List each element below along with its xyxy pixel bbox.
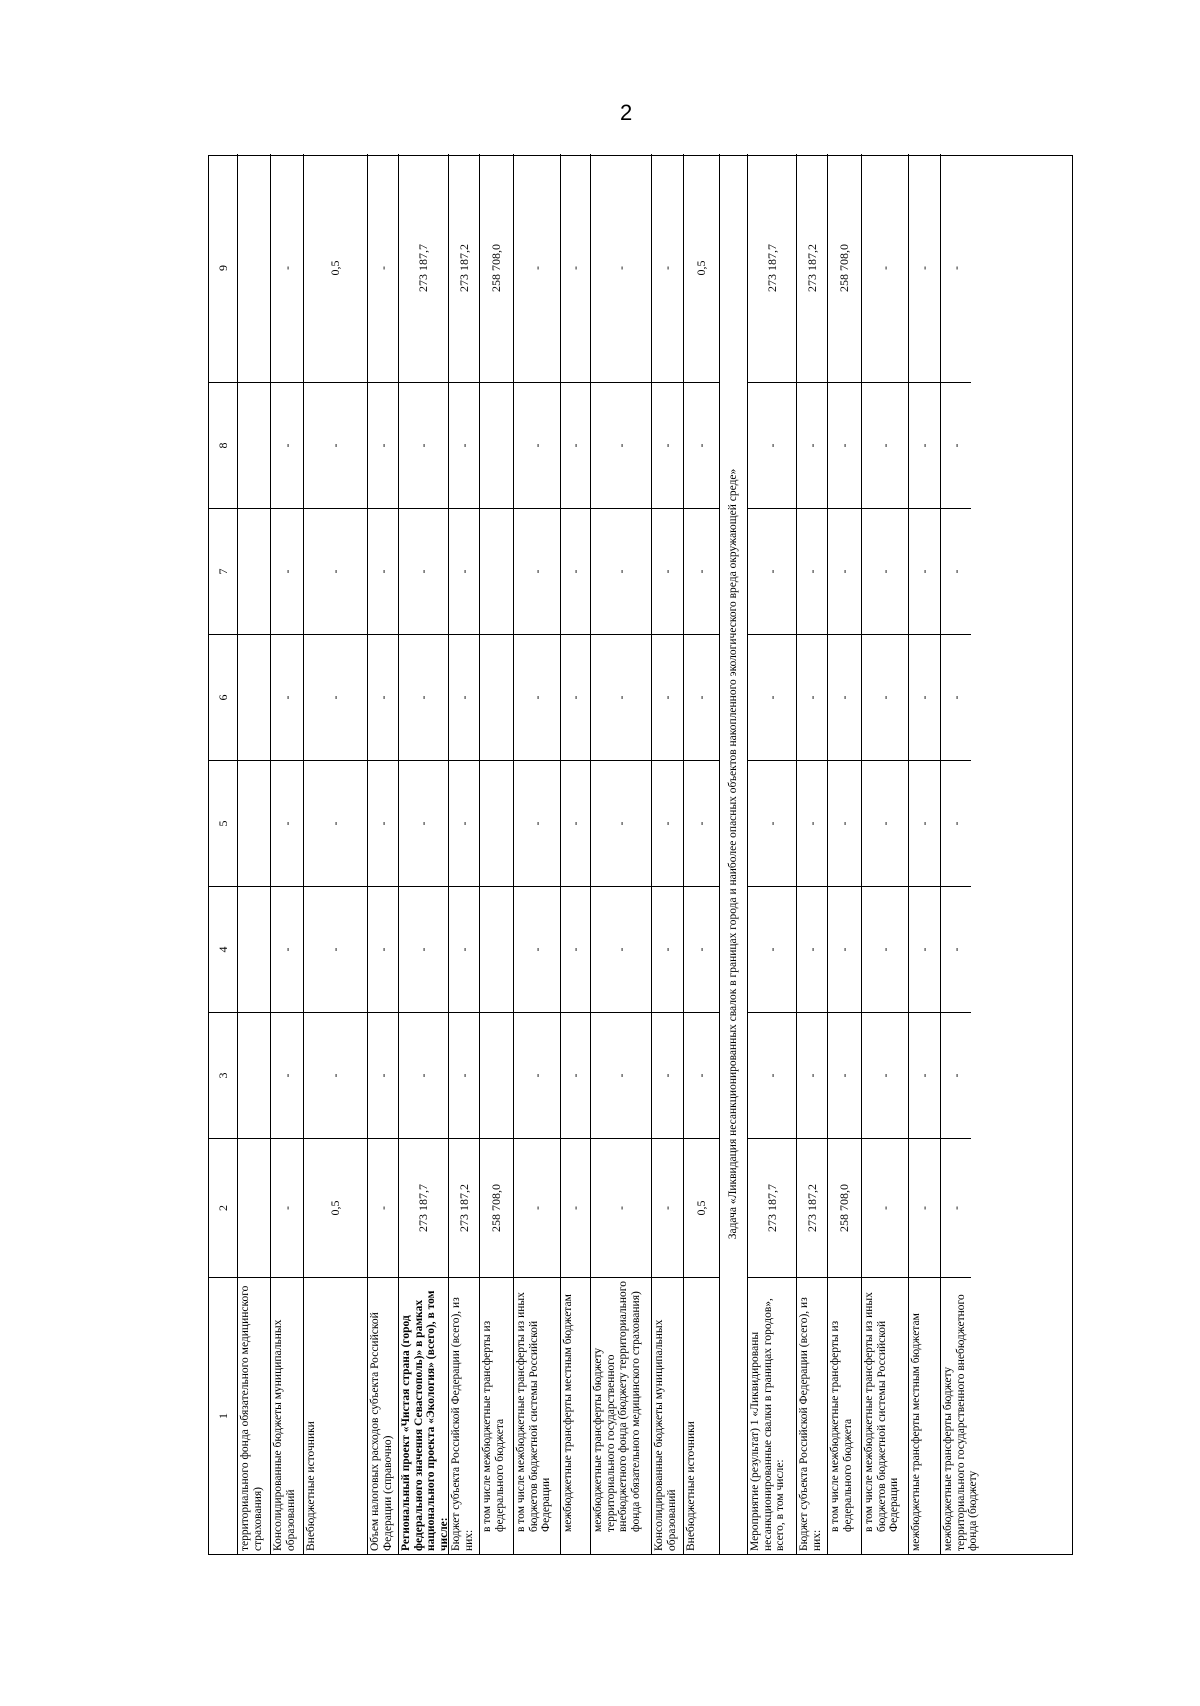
value-cell [238, 760, 270, 886]
value-cell: - [828, 886, 861, 1012]
value-cell: - [941, 886, 971, 1012]
value-cell: - [828, 1012, 861, 1138]
value-cell: - [797, 886, 827, 1012]
value-cell: - [304, 760, 367, 886]
table-row [480, 154, 514, 1554]
value-cell: 0,5 [694, 260, 708, 276]
value-cell: - [591, 382, 651, 508]
row-label: межбюджетные трансферты местным бюджетам [909, 1277, 940, 1554]
value-cell: - [591, 1012, 651, 1138]
value-cell: - [514, 382, 560, 508]
value-cell: 273 187,2 [449, 1138, 479, 1277]
value-cell [480, 760, 513, 886]
table-row [514, 154, 561, 1554]
value-cell: - [271, 1138, 303, 1277]
row-label: в том числе межбюджетные трансферты из федерального бюджета [828, 1277, 861, 1554]
value-cell: - [449, 508, 479, 634]
value-cell: - [271, 760, 303, 886]
value-cell: - [368, 886, 398, 1012]
value-cell: - [941, 1138, 971, 1277]
table-row [748, 154, 797, 1554]
value-cell: - [652, 1012, 683, 1138]
value-cell: - [399, 760, 448, 886]
value-cell: - [568, 266, 582, 270]
value-cell: - [909, 1138, 940, 1277]
value-cell: - [748, 508, 796, 634]
value-cell: - [828, 382, 861, 508]
value-cell: - [304, 634, 367, 760]
row-label: Консолидированные бюджеты муниципальных образований [271, 1277, 303, 1554]
value-cell: 273 187,7 [416, 244, 430, 292]
column-number-header: 8 [209, 382, 237, 508]
row-label: Объем налоговых расходов субъекта Российской Федерации (справочно) [368, 1277, 398, 1554]
value-cell: 273 187,7 [399, 1138, 448, 1277]
value-cell [480, 634, 513, 760]
row-label: Бюджет субъекта Российской Федерации (всего), из них: [449, 1277, 479, 1554]
value-cell: - [828, 634, 861, 760]
row-label: Консолидированные бюджеты муниципальных образований [652, 1277, 683, 1554]
value-cell: - [591, 634, 651, 760]
value-cell: 0,5 [304, 1138, 367, 1277]
value-cell [238, 382, 270, 508]
value-cell: - [368, 508, 398, 634]
row-label: в том числе межбюджетные трансферты из иных бюджетов бюджетной системы Российской Федерации [514, 1277, 560, 1554]
value-cell [480, 1012, 513, 1138]
row-label: межбюджетные трансферты местным бюджетам [561, 1277, 590, 1554]
row-label: межбюджетные трансферты бюджету территориального государственного внебюджетного фонда (бюджету территориального фонда обязательного медицинского страхования) [591, 1277, 651, 1554]
value-cell: - [877, 266, 892, 270]
task-row [720, 154, 748, 1554]
table-row [652, 154, 684, 1554]
value-cell [480, 508, 513, 634]
column-number-header: 3 [209, 1012, 237, 1138]
value-cell: - [797, 1012, 827, 1138]
value-cell: 0,5 [684, 1138, 719, 1277]
value-cell: - [449, 382, 479, 508]
value-cell: - [684, 760, 719, 886]
table-header-row [209, 154, 238, 1554]
table-row [368, 154, 399, 1554]
value-cell: - [941, 634, 971, 760]
value-cell [238, 154, 270, 382]
table-row [591, 154, 652, 1554]
value-cell: - [449, 760, 479, 886]
value-cell: - [399, 886, 448, 1012]
value-cell: - [797, 760, 827, 886]
value-cell: 273 187,2 [804, 244, 819, 292]
value-cell: - [748, 382, 796, 508]
value-cell: - [561, 508, 590, 634]
value-cell: - [652, 382, 683, 508]
value-cell: - [909, 886, 940, 1012]
value-cell: - [271, 1012, 303, 1138]
value-cell: - [304, 382, 367, 508]
table-row [684, 154, 720, 1554]
value-cell: - [271, 634, 303, 760]
column-number-header: 6 [209, 634, 237, 760]
row-label: в том числе межбюджетные трансферты из иных бюджетов бюджетной системы Российской Федерации [862, 1277, 908, 1554]
value-cell: - [399, 382, 448, 508]
value-cell: - [399, 508, 448, 634]
value-cell: - [748, 1012, 796, 1138]
value-cell: - [652, 760, 683, 886]
value-cell: - [684, 1012, 719, 1138]
value-cell: - [591, 760, 651, 886]
task-title: Задача «Ликвидация несанкционированных свалок в границах города и наиболее опасных объектов накопленного экологического вреда окружающей среде» [727, 468, 739, 1240]
value-cell: - [909, 634, 940, 760]
value-cell: - [909, 760, 940, 886]
row-label: территориального фонда обязательного медицинского страхования) [238, 1277, 270, 1554]
value-cell: - [684, 886, 719, 1012]
value-cell [238, 886, 270, 1012]
value-cell: - [514, 634, 560, 760]
table-row [238, 154, 271, 1554]
row-label: Внебюджетные источники [304, 1277, 367, 1554]
value-cell: - [368, 382, 398, 508]
value-cell: - [368, 1138, 398, 1277]
value-cell: - [797, 634, 827, 760]
value-cell: - [514, 886, 560, 1012]
table-row [271, 154, 304, 1554]
table-row [561, 154, 591, 1554]
table-row [909, 154, 941, 1554]
value-cell: 273 187,2 [456, 244, 471, 292]
page-number: 2 [620, 100, 633, 125]
column-number-header: 4 [209, 886, 237, 1012]
value-cell: - [449, 886, 479, 1012]
column-number-header: 5 [209, 760, 237, 886]
value-cell: - [909, 382, 940, 508]
column-number-header: 7 [209, 508, 237, 634]
column-number-header: 2 [209, 1138, 237, 1277]
value-cell: - [862, 886, 908, 1012]
value-cell: - [941, 508, 971, 634]
value-cell: - [271, 508, 303, 634]
value-cell: - [660, 266, 674, 270]
table-row [828, 154, 862, 1554]
value-cell: - [561, 634, 590, 760]
value-cell: 273 187,2 [797, 1138, 827, 1277]
value-cell: - [514, 508, 560, 634]
value-cell: - [368, 760, 398, 886]
value-cell: 258 708,0 [489, 244, 503, 292]
value-cell: - [279, 266, 294, 270]
value-cell: 0,5 [328, 260, 342, 276]
value-cell: - [862, 1012, 908, 1138]
value-cell: 273 187,7 [748, 1138, 796, 1277]
column-number-header: 1 [209, 1277, 237, 1554]
value-cell: - [862, 760, 908, 886]
value-cell: - [684, 382, 719, 508]
value-cell: - [941, 382, 971, 508]
value-cell: - [948, 266, 963, 270]
value-cell [480, 382, 513, 508]
row-label: в том числе межбюджетные трансферты из федерального бюджета [480, 1277, 513, 1554]
value-cell: - [917, 266, 931, 270]
value-cell: - [684, 508, 719, 634]
value-cell [238, 1012, 270, 1138]
value-cell: - [514, 760, 560, 886]
value-cell: - [304, 508, 367, 634]
value-cell: - [862, 1138, 908, 1277]
value-cell: - [748, 760, 796, 886]
value-cell: - [514, 1138, 560, 1277]
value-cell: - [514, 1012, 560, 1138]
value-cell [238, 1138, 270, 1277]
value-cell: - [304, 886, 367, 1012]
value-cell: - [828, 508, 861, 634]
value-cell: - [449, 634, 479, 760]
value-cell: - [862, 634, 908, 760]
value-cell: - [368, 1012, 398, 1138]
table-row [449, 154, 480, 1554]
value-cell: - [399, 634, 448, 760]
value-cell: - [797, 508, 827, 634]
table-row [797, 154, 828, 1554]
value-cell: - [652, 634, 683, 760]
value-cell: - [652, 886, 683, 1012]
row-label: Внебюджетные источники [684, 1277, 719, 1554]
row-label: Региональный проект «Чистая страна (город федерального значения Севастополь)» в рамках национального проекта «Экология» (всего), в том числе: [399, 1277, 448, 1554]
value-cell: 258 708,0 [837, 244, 851, 292]
row-label: Бюджет субъекта Российской Федерации (всего), из них: [797, 1277, 827, 1554]
column-number-header: 9 [215, 265, 230, 271]
value-cell: - [652, 508, 683, 634]
value-cell: - [684, 634, 719, 760]
table-row [304, 154, 368, 1554]
value-cell: - [748, 634, 796, 760]
value-cell: 273 187,7 [764, 244, 779, 292]
value-cell: - [561, 382, 590, 508]
value-cell: - [591, 886, 651, 1012]
value-cell: - [304, 1012, 367, 1138]
table-row [399, 154, 449, 1554]
row-label: Мероприятие (результат) 1 «Ликвидированы несанкционированные свалки в границах городов», всего, в том числе: [748, 1277, 796, 1554]
table-row [862, 154, 909, 1554]
value-cell: - [797, 382, 827, 508]
budget-table [208, 155, 1073, 1555]
value-cell: - [909, 1012, 940, 1138]
value-cell: - [375, 266, 390, 270]
value-cell: - [271, 382, 303, 508]
value-cell: - [828, 760, 861, 886]
value-cell [238, 508, 270, 634]
value-cell: - [529, 266, 544, 270]
value-cell: - [561, 886, 590, 1012]
value-cell: - [862, 508, 908, 634]
value-cell: - [561, 1012, 590, 1138]
value-cell: - [748, 886, 796, 1012]
value-cell: - [561, 760, 590, 886]
value-cell [238, 634, 270, 760]
value-cell [480, 886, 513, 1012]
value-cell: - [613, 266, 628, 270]
value-cell: - [909, 508, 940, 634]
value-cell: - [862, 382, 908, 508]
value-cell: - [561, 1138, 590, 1277]
value-cell: 258 708,0 [828, 1138, 861, 1277]
value-cell: - [591, 1138, 651, 1277]
value-cell: - [399, 1012, 448, 1138]
value-cell: - [271, 886, 303, 1012]
value-cell: - [941, 760, 971, 886]
value-cell: - [941, 1012, 971, 1138]
value-cell: - [449, 1012, 479, 1138]
value-cell: - [591, 508, 651, 634]
value-cell: - [652, 1138, 683, 1277]
table-row [941, 154, 979, 1554]
row-label: межбюджетные трансферты бюджету территориального государственного внебюджетного фонда (бюджету [941, 1277, 971, 1554]
value-cell: - [368, 634, 398, 760]
value-cell: 258 708,0 [480, 1138, 513, 1277]
